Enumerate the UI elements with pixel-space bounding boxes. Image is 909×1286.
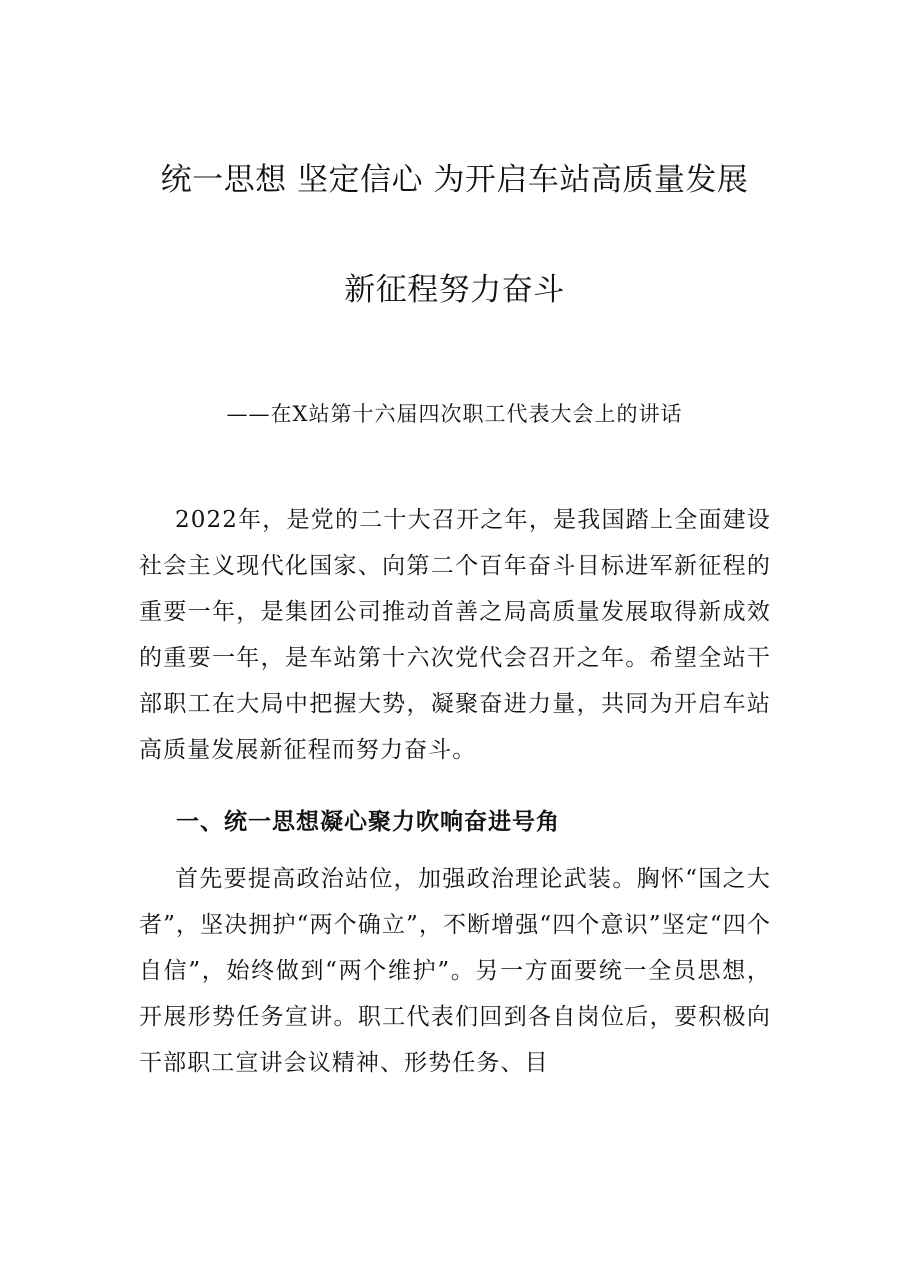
intro-paragraph: 2022年，是党的二十大召开之年，是我国踏上全面建设社会主义现代化国家、向第二个百年奋斗目标进军新征程的重要一年，是集团公司推动首善之局高质量发展取得新成效的重要一年，是车站第十六次党代会召开之年。希望全站干部职工在大局中把握大势，凝聚奋进力量，共同为开启车站高质量发展新征程而努力奋斗。 xyxy=(139,507,771,763)
section-1-paragraph: 首先要提高政治站位，加强政治理论武装。胸怀“国之大者”，坚决拥护“两个确立”，不断增强“四个意识”坚定“四个自信”，始终做到“两个维护”。另一方面要统一全员思想，开展形势任务宣讲。职工代表们回到各自岗位后，要积极向干部职工宣讲会议精神、形势任务、目 xyxy=(139,866,771,1076)
document-title-line-1: 统一思想 坚定信心 为开启车站高质量发展 xyxy=(160,162,749,198)
section-heading-1: 一、统一思想凝心聚力吹响奋进号角 xyxy=(176,808,560,835)
document-title-line-2: 新征程努力奋斗 xyxy=(344,272,565,308)
document-subtitle: ——在X站第十六届四次职工代表大会上的讲话 xyxy=(226,402,683,426)
